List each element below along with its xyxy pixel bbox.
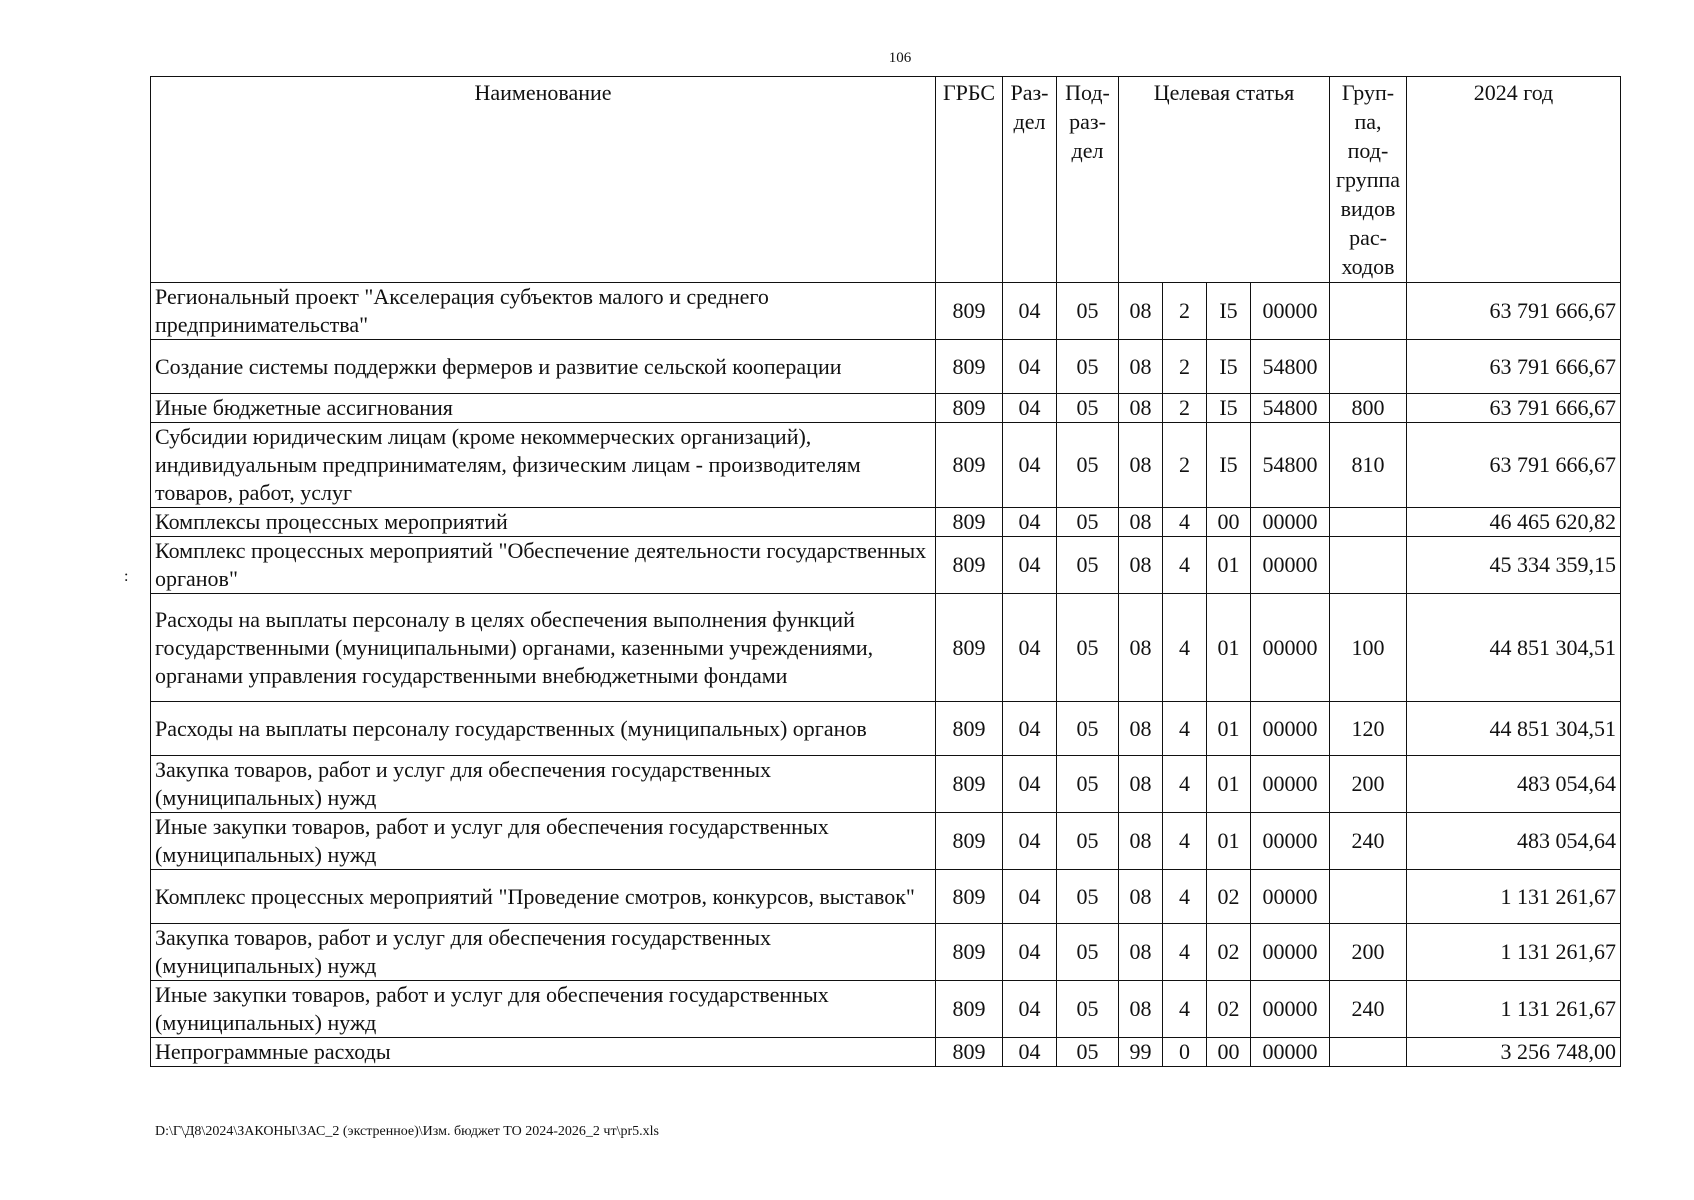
table-row [151,537,1621,594]
header-expense-group: Груп-па, под-группа видов рас-ходов [1330,77,1407,283]
cell-target-code: 00000 [1251,924,1330,981]
table-row [151,924,1621,981]
cell-grbs: 809 [936,340,1003,394]
cell-subsection: 05 [1057,423,1119,508]
cell-amount: 3 256 748,00 [1407,1038,1621,1067]
table-row [151,423,1621,508]
cell-target-direction: 01 [1207,537,1251,594]
header-subsection: Под-раз-дел [1057,77,1119,283]
cell-amount: 1 131 261,67 [1407,870,1621,924]
cell-section: 04 [1003,594,1057,702]
cell-expense-group: 810 [1330,423,1407,508]
cell-target-code: 00000 [1251,813,1330,870]
table-row [151,508,1621,537]
cell-name: Закупка товаров, работ и услуг для обеспечения государственных (муниципальных) нужд [151,756,936,813]
cell-section: 04 [1003,870,1057,924]
table-row [151,283,1621,340]
cell-target-subprogram: 4 [1163,813,1207,870]
cell-grbs: 809 [936,594,1003,702]
cell-expense-group: 200 [1330,756,1407,813]
cell-target-code: 54800 [1251,423,1330,508]
cell-amount: 63 791 666,67 [1407,423,1621,508]
cell-target-subprogram: 2 [1163,394,1207,423]
cell-grbs: 809 [936,813,1003,870]
cell-name: Комплекс процессных мероприятий "Проведение смотров, конкурсов, выставок" [151,870,936,924]
cell-target-code: 54800 [1251,340,1330,394]
cell-target-direction: 02 [1207,924,1251,981]
cell-name: Комплекс процессных мероприятий "Обеспечение деятельности государственных органов" [151,537,936,594]
table-row [151,394,1621,423]
cell-target-program: 08 [1119,813,1163,870]
cell-target-program: 99 [1119,1038,1163,1067]
cell-target-direction: I5 [1207,283,1251,340]
cell-subsection: 05 [1057,981,1119,1038]
header-target-article: Целевая статья [1119,77,1330,283]
cell-section: 04 [1003,702,1057,756]
table-body [151,283,1621,1067]
cell-target-code: 00000 [1251,537,1330,594]
table-row [151,1038,1621,1067]
cell-target-code: 00000 [1251,981,1330,1038]
cell-section: 04 [1003,340,1057,394]
cell-target-program: 08 [1119,423,1163,508]
header-year: 2024 год [1407,77,1621,283]
cell-grbs: 809 [936,981,1003,1038]
cell-expense-group [1330,1038,1407,1067]
cell-name: Иные закупки товаров, работ и услуг для обеспечения государственных (муниципальных) нужд [151,813,936,870]
margin-mark: : [124,568,129,585]
table-row [151,756,1621,813]
cell-target-code: 00000 [1251,283,1330,340]
cell-subsection: 05 [1057,1038,1119,1067]
cell-subsection: 05 [1057,756,1119,813]
cell-name: Региональный проект "Акселерация субъектов малого и среднего предпринимательства" [151,283,936,340]
cell-subsection: 05 [1057,340,1119,394]
cell-target-code: 00000 [1251,870,1330,924]
cell-expense-group: 120 [1330,702,1407,756]
cell-grbs: 809 [936,423,1003,508]
cell-subsection: 05 [1057,283,1119,340]
cell-target-direction: 02 [1207,981,1251,1038]
cell-section: 04 [1003,1038,1057,1067]
cell-section: 04 [1003,756,1057,813]
cell-target-subprogram: 4 [1163,870,1207,924]
cell-section: 04 [1003,394,1057,423]
cell-section: 04 [1003,508,1057,537]
cell-subsection: 05 [1057,870,1119,924]
cell-target-subprogram: 2 [1163,283,1207,340]
cell-expense-group [1330,283,1407,340]
header-grbs: ГРБС [936,77,1003,283]
cell-target-direction: 00 [1207,508,1251,537]
cell-amount: 1 131 261,67 [1407,981,1621,1038]
budget-table [150,76,1621,1067]
cell-name: Комплексы процессных мероприятий [151,508,936,537]
cell-target-direction: 01 [1207,594,1251,702]
cell-grbs: 809 [936,870,1003,924]
cell-expense-group: 800 [1330,394,1407,423]
cell-name: Закупка товаров, работ и услуг для обеспечения государственных (муниципальных) нужд [151,924,936,981]
cell-amount: 45 334 359,15 [1407,537,1621,594]
cell-name: Расходы на выплаты персоналу государственных (муниципальных) органов [151,702,936,756]
cell-subsection: 05 [1057,537,1119,594]
cell-name: Создание системы поддержки фермеров и развитие сельской кооперации [151,340,936,394]
header-name: Наименование [151,77,936,283]
cell-amount: 63 791 666,67 [1407,394,1621,423]
cell-target-program: 08 [1119,594,1163,702]
cell-amount: 63 791 666,67 [1407,283,1621,340]
cell-section: 04 [1003,423,1057,508]
cell-section: 04 [1003,813,1057,870]
cell-target-subprogram: 4 [1163,594,1207,702]
cell-target-program: 08 [1119,394,1163,423]
cell-grbs: 809 [936,924,1003,981]
cell-name: Иные бюджетные ассигнования [151,394,936,423]
cell-grbs: 809 [936,508,1003,537]
cell-subsection: 05 [1057,702,1119,756]
cell-name: Расходы на выплаты персоналу в целях обеспечения выполнения функций государственными (муниципальными) органами, казенными учреждениями, органами управления государственными внебюджетными фондами [151,594,936,702]
cell-target-program: 08 [1119,981,1163,1038]
cell-target-code: 54800 [1251,394,1330,423]
cell-name: Непрограммные расходы [151,1038,936,1067]
cell-name: Субсидии юридическим лицам (кроме некоммерческих организаций), индивидуальным предпринимателям, физическим лицам - производителям товаров, работ, услуг [151,423,936,508]
page-number: 106 [888,50,912,66]
table-row [151,340,1621,394]
cell-grbs: 809 [936,702,1003,756]
cell-target-program: 08 [1119,924,1163,981]
cell-amount: 1 131 261,67 [1407,924,1621,981]
cell-expense-group: 240 [1330,981,1407,1038]
cell-expense-group [1330,340,1407,394]
cell-target-program: 08 [1119,702,1163,756]
cell-target-direction: I5 [1207,423,1251,508]
cell-section: 04 [1003,283,1057,340]
cell-target-subprogram: 4 [1163,537,1207,594]
cell-target-program: 08 [1119,870,1163,924]
cell-amount: 63 791 666,67 [1407,340,1621,394]
cell-section: 04 [1003,981,1057,1038]
cell-target-code: 00000 [1251,594,1330,702]
table-row [151,594,1621,702]
cell-target-program: 08 [1119,756,1163,813]
cell-target-subprogram: 2 [1163,423,1207,508]
cell-target-program: 08 [1119,283,1163,340]
cell-expense-group [1330,508,1407,537]
cell-target-code: 00000 [1251,702,1330,756]
cell-target-direction: 02 [1207,870,1251,924]
cell-subsection: 05 [1057,813,1119,870]
cell-target-subprogram: 2 [1163,340,1207,394]
header-section: Раз-дел [1003,77,1057,283]
table-row [151,981,1621,1038]
cell-target-direction: 01 [1207,702,1251,756]
cell-expense-group [1330,870,1407,924]
cell-grbs: 809 [936,537,1003,594]
cell-grbs: 809 [936,1038,1003,1067]
cell-target-code: 00000 [1251,1038,1330,1067]
cell-target-direction: I5 [1207,394,1251,423]
cell-target-direction: 00 [1207,1038,1251,1067]
cell-subsection: 05 [1057,394,1119,423]
cell-name: Иные закупки товаров, работ и услуг для обеспечения государственных (муниципальных) нужд [151,981,936,1038]
cell-target-subprogram: 4 [1163,924,1207,981]
cell-expense-group: 240 [1330,813,1407,870]
cell-section: 04 [1003,537,1057,594]
cell-target-program: 08 [1119,508,1163,537]
cell-target-subprogram: 0 [1163,1038,1207,1067]
cell-subsection: 05 [1057,594,1119,702]
cell-expense-group: 100 [1330,594,1407,702]
cell-target-code: 00000 [1251,508,1330,537]
cell-target-direction: I5 [1207,340,1251,394]
cell-grbs: 809 [936,283,1003,340]
cell-amount: 46 465 620,82 [1407,508,1621,537]
cell-amount: 483 054,64 [1407,756,1621,813]
cell-target-direction: 01 [1207,813,1251,870]
cell-expense-group [1330,537,1407,594]
cell-amount: 483 054,64 [1407,813,1621,870]
table-row [151,702,1621,756]
cell-grbs: 809 [936,394,1003,423]
table-row [151,813,1621,870]
cell-target-subprogram: 4 [1163,508,1207,537]
cell-target-subprogram: 4 [1163,981,1207,1038]
cell-amount: 44 851 304,51 [1407,594,1621,702]
cell-amount: 44 851 304,51 [1407,702,1621,756]
cell-target-program: 08 [1119,340,1163,394]
cell-section: 04 [1003,924,1057,981]
table-header-row [151,77,1621,283]
cell-target-subprogram: 4 [1163,756,1207,813]
cell-subsection: 05 [1057,924,1119,981]
cell-target-program: 08 [1119,537,1163,594]
cell-grbs: 809 [936,756,1003,813]
footer-file-path: D:\Г\Д8\2024\ЗАКОНЫ\ЗАС_2 (экстренное)\Изм. бюджет ТО 2024-2026_2 чт\pr5.xls [155,1124,659,1139]
cell-target-code: 00000 [1251,756,1330,813]
cell-target-subprogram: 4 [1163,702,1207,756]
cell-subsection: 05 [1057,508,1119,537]
table-row [151,870,1621,924]
cell-target-direction: 01 [1207,756,1251,813]
cell-expense-group: 200 [1330,924,1407,981]
